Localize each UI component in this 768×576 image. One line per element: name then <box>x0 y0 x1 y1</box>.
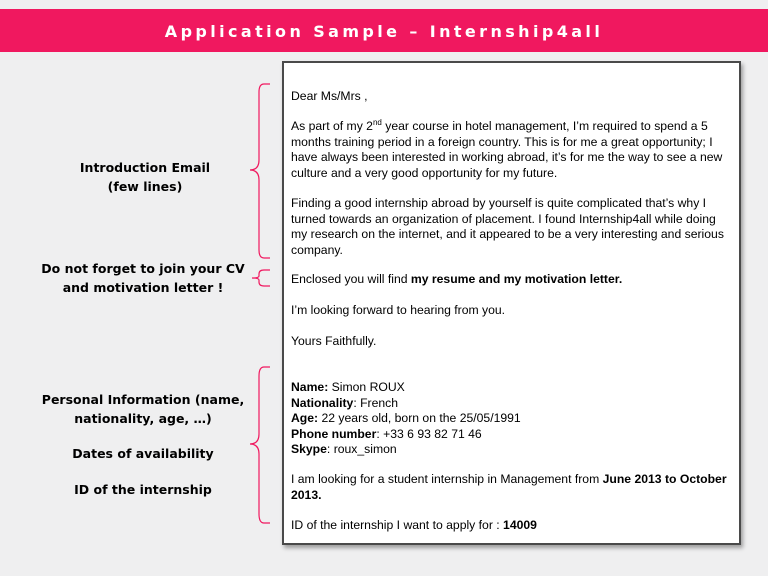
annotation-cv-line2: and motivation letter ! <box>62 280 224 295</box>
annotation-id-text: ID of the internship <box>74 482 212 497</box>
info-name: Name: Simon ROUX <box>291 380 405 394</box>
brace-cv <box>252 270 270 286</box>
letter-document <box>282 61 741 545</box>
letter-forward: I’m looking forward to hearing from you. <box>291 303 506 317</box>
letter-internship-id: ID of the internship I want to apply for : 14009 <box>291 518 537 532</box>
annotation-personal-line1: Personal Information (name, <box>41 392 245 407</box>
letter-enclosed: Enclosed you will find my resume and my motivation letter. <box>291 272 623 286</box>
letter-availability: I am looking for a student internship in Management from June 2013 to October 2013. <box>291 472 727 502</box>
info-nationality: Nationality: French <box>291 395 399 410</box>
annotation-intro-line1: Introduction Email <box>79 160 211 175</box>
annotation-dates-text: Dates of availability <box>72 446 214 461</box>
brace-introduction <box>250 84 270 258</box>
letter-greeting: Dear Ms/Mrs , <box>291 89 368 103</box>
info-age: Age: 22 years old, born on the 25/05/1991 <box>291 411 521 425</box>
annotation-cv-line1: Do not forget to join your CV <box>41 261 245 276</box>
brace-personal <box>250 367 270 523</box>
info-phone: Phone number: +33 6 93 82 71 46 <box>291 426 482 441</box>
personal-info-block <box>291 380 733 458</box>
annotation-personal-line2: nationality, age, …) <box>74 411 212 426</box>
annotation-intro-line2: (few lines) <box>107 179 183 194</box>
banner-title: Application Sample – Internship4all <box>164 22 604 41</box>
letter-paragraph-intro: As part of my 2nd year course in hotel management, I’m required to spend a 5 months training period in a foreign country. This is for me a great opportunity; I have always been interested in working abroad, it’s for me the way to see a new culture and a very good opportunity for my future. <box>291 117 723 180</box>
info-skype: Skype: roux_simon <box>291 442 397 456</box>
letter-paragraph-organization: Finding a good internship abroad by yourself is quite complicated that’s why I turned towards an organization of placement. I found Internship4all while doing my research on the internet, and it appeared to be a very interesting and serious company. <box>291 196 724 257</box>
letter-closing: Yours Faithfully. <box>291 334 377 348</box>
